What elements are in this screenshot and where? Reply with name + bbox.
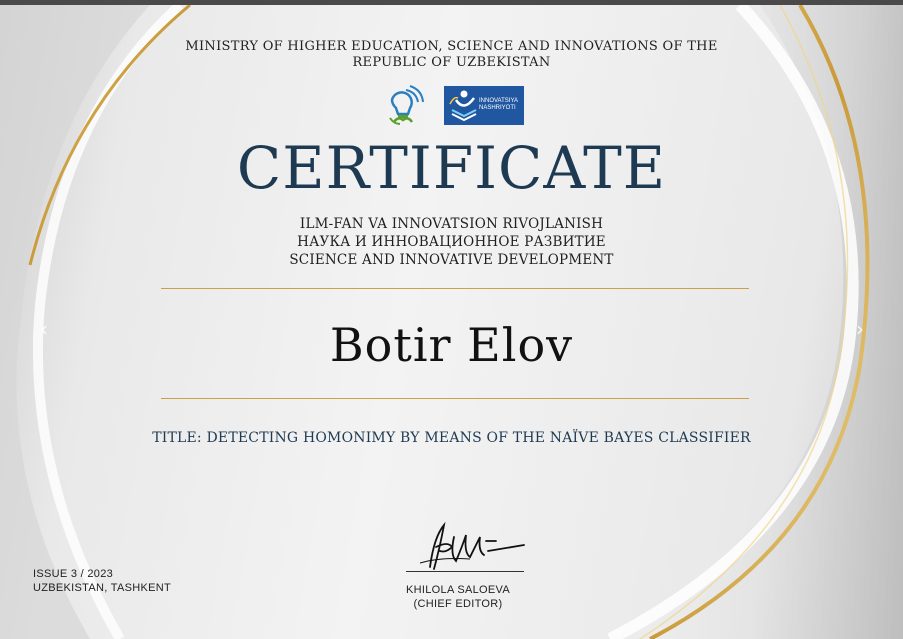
gold-divider-bottom — [161, 398, 749, 399]
ministry-line-2: REPUBLIC OF UZBEKISTAN — [352, 55, 551, 70]
paper-title: TITLE: DETECTING HOMONIMY BY MEANS OF THE NAÏVE BAYES CLASSIFIER — [152, 430, 751, 446]
journal-name-en: SCIENCE AND INNOVATIVE DEVELOPMENT — [289, 252, 614, 268]
signature-line — [406, 571, 524, 572]
ministry-line-1: MINISTRY OF HIGHER EDUCATION, SCIENCE AND INNOVATIONS OF THE — [185, 39, 718, 54]
certificate — [0, 5, 903, 639]
editor-signature — [400, 517, 530, 575]
publisher-logo-icon — [444, 86, 524, 125]
prev-arrow-icon[interactable]: ‹ — [40, 317, 48, 341]
next-arrow-icon[interactable]: › — [856, 317, 864, 341]
lightbulb-logo-icon — [384, 84, 424, 126]
journal-names — [0, 215, 903, 269]
issue-info — [33, 567, 171, 595]
certificate-heading: CERTIFICATE — [236, 134, 667, 202]
editor-role: (CHIEF EDITOR) — [413, 598, 503, 610]
gold-divider-top — [161, 288, 749, 289]
issue-location: UZBEKISTAN, TASHKENT — [33, 582, 172, 594]
publisher-logo-text: INNOVATSIYA NASHRIYOTI — [479, 98, 518, 111]
issue-number: ISSUE 3 / 2023 — [33, 568, 114, 580]
editor-name: KHILOLA SALOEVA — [406, 584, 510, 596]
editor-info — [378, 583, 538, 611]
ministry-header — [0, 39, 903, 71]
journal-name-ru: НАУКА И ИННОВАЦИОННОЕ РАЗВИТИЕ — [297, 234, 606, 250]
journal-name-uz: ILM-FAN VA INNOVATSION RIVOJLANISH — [299, 216, 604, 232]
recipient-name: Botir Elov — [329, 318, 574, 372]
